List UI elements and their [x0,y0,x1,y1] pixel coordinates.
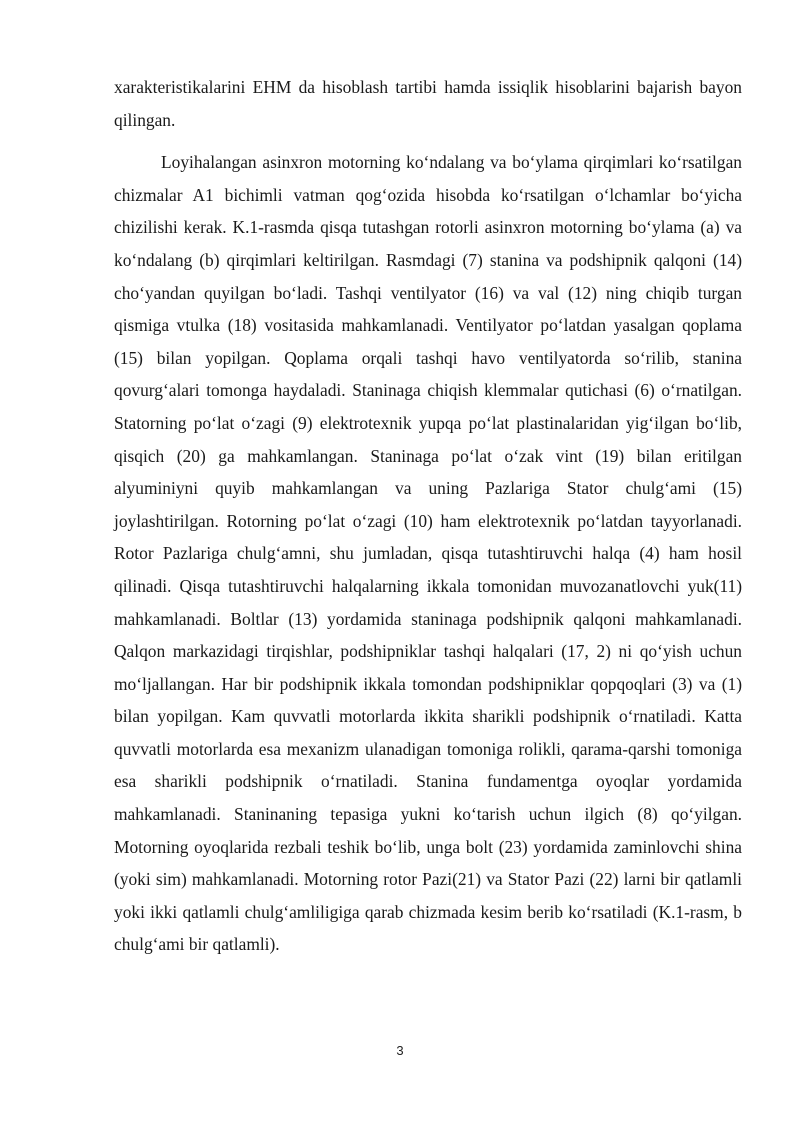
paragraph-main: Loyihalangan asinxron motorning ko‘ndalang va bo‘ylama qirqimlari ko‘rsatilgan chizmalar A1 bichimli vatman qog‘ozida hisobda ko‘rsatilgan o‘lchamlar bo‘yicha chizilishi kerak. K.1-rasmda qisqa tutashgan rotorli asinxron motorning bo‘ylama (a) va ko‘ndalang (b) qirqimlari keltirilgan. Rasmdagi (7) stanina va podshipnik qalqoni (14) cho‘yandan quyilgan bo‘ladi. Tashqi ventilyator (16) va val (12) ning chiqib turgan qismiga vtulka (18) vositasida mahkamlanadi. Ventilyator po‘latdan yasalgan qoplama (15) bilan yopilgan. Qoplama orqali tashqi havo ventilyatorda so‘rilib, stanina qovurg‘alari tomonga haydaladi. Staninaga chiqish klemmalar qutichasi (6) o‘rnatilgan. Statorning po‘lat o‘zagi (9) elektrotexnik yupqa po‘lat plastinalaridan yig‘ilgan bo‘lib, qisqich (20) ga mahkamlangan. Staninaga po‘lat o‘zak vint (19) bilan eritilgan alyuminiyni quyib mahkamlangan va uning Pazlariga Stator chulg‘ami (15) joylashtirilgan. Rotorning po‘lat o‘zagi (10) ham elektrotexnik po‘latdan tayyorlanadi. Rotor Pazlariga chulg‘amni, shu jumladan, qisqa tutashtiruvchi halqa (4) ham hosil qilinadi. Qisqa tutashtiruvchi halqalarning ikkala tomonidan muvozanatlovchi yuk(11) mahkamlanadi. Boltlar (13) yordamida staninaga podshipnik qalqoni mahkamlanadi. Qalqon markazidagi tirqishlar, podshipniklar tashqi halqalari (17, 2) ni qo‘yish uchun mo‘ljallangan. Har bir podshipnik ikkala tomondan podshipniklar qopqoqlari (3) va (1) bilan yopilgan. Kam quvvatli motorlarda ikkita sharikli podshipnik o‘rnatiladi. Katta quvvatli motorlarda esa mexanizm ulanadigan tomoniga rolikli, qarama-qarshi tomoniga esa sharikli podshipnik o‘rnatiladi. Stanina fundamentga oyoqlar yordamida mahkamlanadi. Staninaning tepasiga yukni ko‘tarish uchun ilgich (8) qo‘yilgan. Motorning oyoqlarida rezbali teshik bo‘lib, unga bolt (23) yordamida zaminlovchi shina (yoki sim) mahkamlanadi. Motorning rotor Pazi(21) va Stator Pazi (22) larni bir qatlamli yoki ikki qatlamli chulg‘amliligiga qarab chizmada kesim berib ko‘rsatiladi (K.1-rasm, b chulg‘ami bir qatlamli). [114,152,742,955]
paragraph-continuation: xarakteristikalarini EHM da hisoblash tartibi hamda issiqlik hisoblarini bajarish bayon qilingan. [114,77,742,130]
page-number: 3 [396,1043,404,1058]
document-body [114,71,742,961]
